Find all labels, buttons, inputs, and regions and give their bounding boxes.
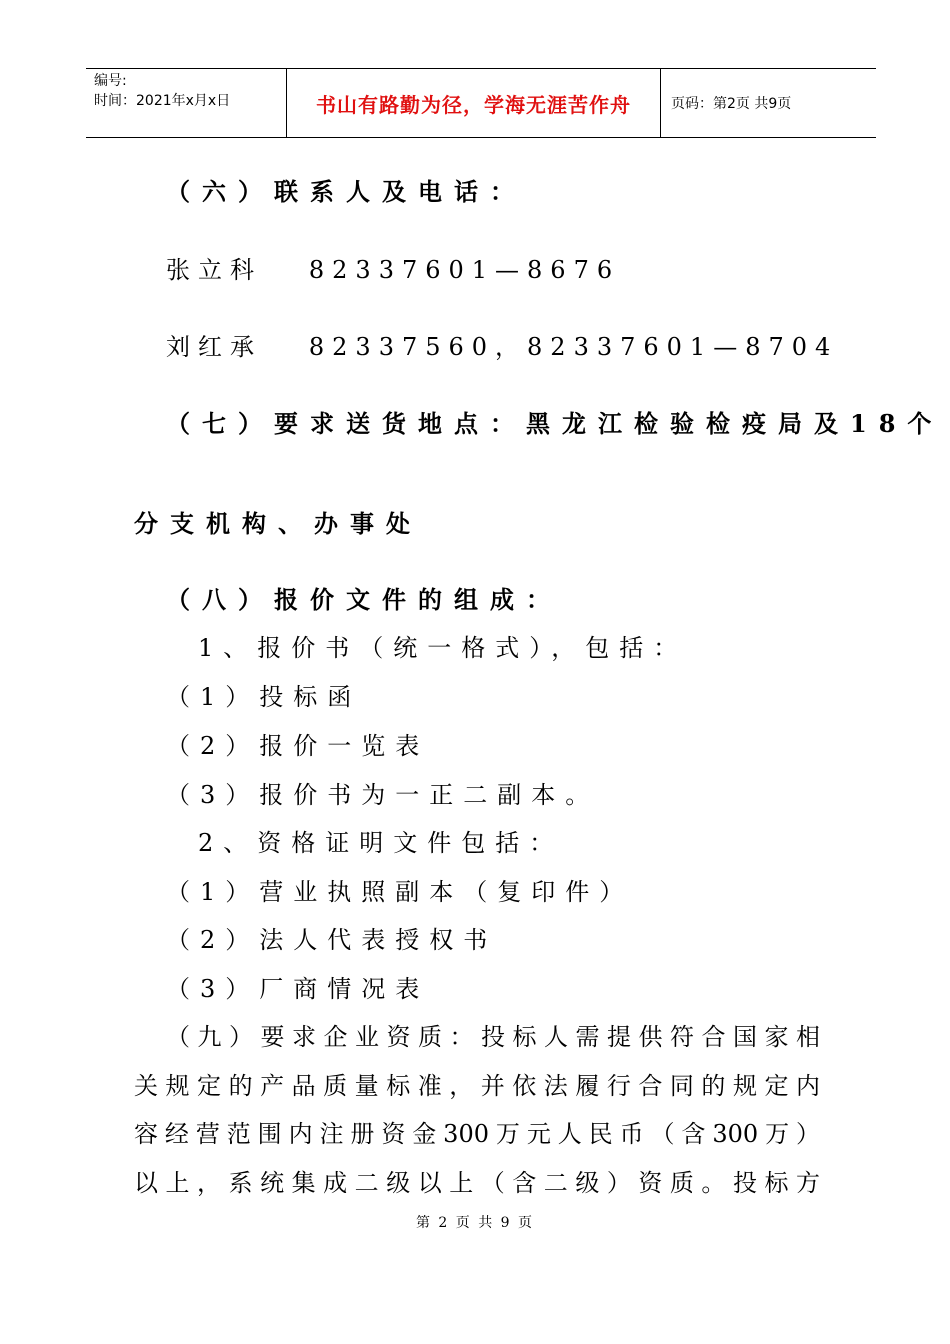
section-9-line-4: 以上，系统集成二级以上（含二级）资质。投标方 <box>134 1169 820 1197</box>
section-7-line-1: （七）要求送货地点：黑龙江检验检疫局及18个 <box>166 409 944 438</box>
header-meta <box>86 69 286 137</box>
section-9-line-2: 关规定的产品质量标准，并依法履行合同的规定内 <box>134 1072 820 1100</box>
item-2-2: （2）法人代表授权书 <box>166 926 498 954</box>
section-6-title: （六）联系人及电话： <box>166 177 526 206</box>
contact-zhang: 张立科 82337601—8676 <box>166 256 621 284</box>
page-footer: 第 2 页 共 9 页 <box>415 1215 535 1231</box>
item-1-1: （1）投标函 <box>166 683 362 711</box>
header-date-label: 时间：2021年x月x日 <box>94 93 231 109</box>
header-motto: 书山有路勤为径，学海无涯苦作舟 <box>286 69 661 137</box>
section-7-line-2: 分支机构、办事处 <box>134 509 422 538</box>
section-9-line-3: 容经营范围内注册资金300万元人民币（含300万） <box>134 1120 820 1148</box>
item-1-3: （3）报价书为一正二副本。 <box>166 781 600 809</box>
item-2-1: （1）营业执照副本（复印件） <box>166 878 634 906</box>
item-1-2: （2）报价一览表 <box>166 732 430 760</box>
header-page-label: 页码：第2页 共9页 <box>671 96 792 112</box>
page-header <box>86 68 876 138</box>
contact-liu: 刘红承 82337560，82337601—8704 <box>166 333 839 361</box>
section-8-title: （八）报价文件的组成： <box>166 585 562 614</box>
item-2: 2、资格证明文件包括： <box>198 829 564 857</box>
item-1: 1、报价书（统一格式），包括： <box>198 634 688 662</box>
item-2-3: （3）厂商情况表 <box>166 975 430 1003</box>
section-9-line-1: （九）要求企业资质：投标人需提供符合国家相 <box>166 1023 820 1051</box>
header-number-label: 编号: <box>94 73 127 89</box>
